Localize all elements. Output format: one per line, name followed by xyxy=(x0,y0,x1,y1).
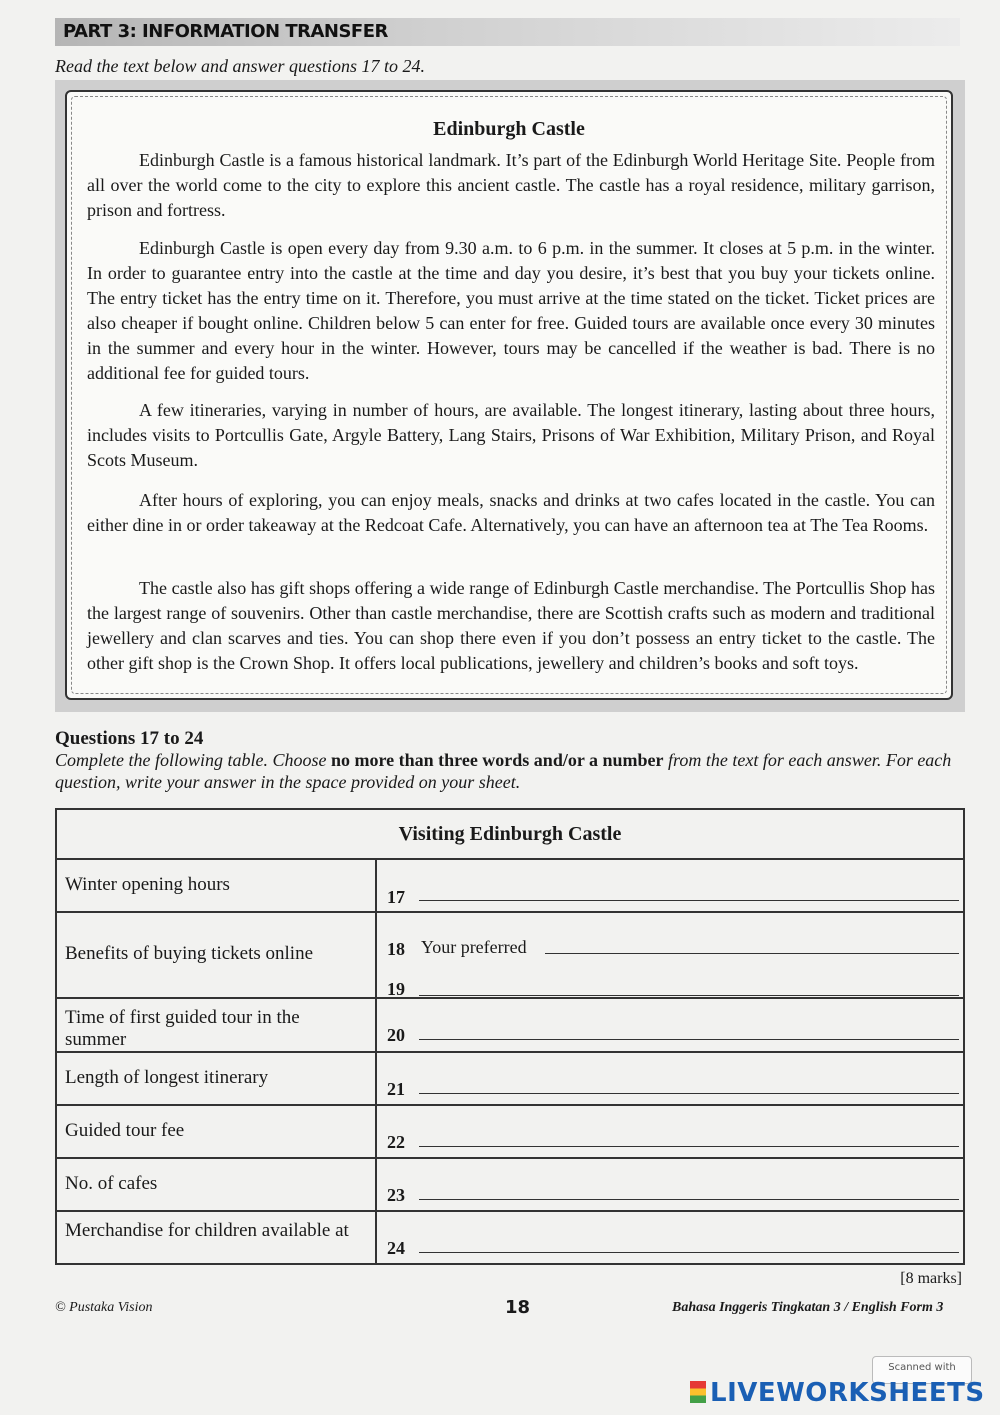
answer-line-20[interactable] xyxy=(419,1039,959,1040)
answer-line-22[interactable] xyxy=(419,1146,959,1147)
row-label: No. of cafes xyxy=(56,1158,376,1211)
passage-paragraph: After hours of exploring, you can enjoy meals, snacks and drinks at two cafes located in the castle. You can either dine in or order takeaway at the Redcoat Cafe. Alternatively, you can have an afternoon tea at The Tea Rooms. xyxy=(87,490,935,535)
total-marks: [8 marks] xyxy=(900,1270,962,1287)
row-label: Merchandise for children available at xyxy=(56,1211,376,1264)
answer-line-18[interactable] xyxy=(545,953,959,954)
liveworksheets-icon xyxy=(690,1381,706,1403)
passage-paragraph: Edinburgh Castle is open every day from 9.30 a.m. to 6 p.m. in the summer. It closes at 5 p.m. in the winter. In order to guarantee entry into the castle at the time and day you desire, it’s best that you buy your tickets online. The entry ticket has the entry time on it. Therefore, you must arrive at the time stated on the ticket. Ticket prices are also cheaper if bought online. Children below 5 can enter for free. Guided tours are available once every 30 minutes in the summer and every hour in the winter. However, tours may be cancelled if the weather is bad. There is no additional fee for guided tours. xyxy=(87,238,935,383)
table-title: Visiting Edinburgh Castle xyxy=(56,809,964,859)
answer-prefix: Your preferred xyxy=(421,937,527,957)
question-number: 17 xyxy=(387,887,405,907)
question-number: 21 xyxy=(387,1079,405,1099)
answer-cell xyxy=(376,912,964,998)
passage-paragraph: The castle also has gift shops offering a wide range of Edinburgh Castle merchandise. The Portcullis Shop has the largest range of souvenirs. Other than castle merchandise, there are Scottish crafts such as modern and traditional jewellery and clan scarves and ties. You can shop there even if you don’t possess an entry ticket to the castle. The other gift shop is the Crown Shop. It offers local publications, jewellery and children’s books and soft toys. xyxy=(87,578,935,673)
page-number: 18 xyxy=(505,1297,531,1318)
answer-line-19[interactable] xyxy=(419,995,959,996)
table-row xyxy=(56,998,964,1052)
publisher: © Pustaka Vision xyxy=(55,1300,153,1315)
answer-cell xyxy=(376,859,964,912)
passage-frame xyxy=(55,80,965,712)
questions-instruction: Complete the following table. Choose no more than three words and/or a number from the text for each answer. For each question, write your answer in the space provided on your sheet. xyxy=(55,750,952,792)
answer-cell xyxy=(376,1052,964,1105)
question-number: 23 xyxy=(387,1185,405,1205)
table-row xyxy=(56,1158,964,1211)
part-title-bar xyxy=(55,18,960,46)
table-row xyxy=(56,1052,964,1105)
reading-instruction: Read the text below and answer questions 17 to 24. xyxy=(55,56,425,76)
table-row xyxy=(56,912,964,998)
question-number: 24 xyxy=(387,1238,405,1258)
row-label: Length of longest itinerary xyxy=(56,1052,376,1105)
row-label: Guided tour fee xyxy=(56,1105,376,1158)
passage-title: Edinburgh Castle xyxy=(433,118,585,140)
question-number: 22 xyxy=(387,1132,405,1152)
answer-cell xyxy=(376,1105,964,1158)
passage-box xyxy=(65,90,953,700)
table-row xyxy=(56,859,964,912)
passage-paragraph: Edinburgh Castle is a famous historical landmark. It’s part of the Edinburgh World Heritage Site. People from all over the world come to the city to explore this ancient castle. The castle has a royal residence, military garrison, prison and fortress. xyxy=(87,150,935,220)
row-label: Winter opening hours xyxy=(56,859,376,912)
answer-line-23[interactable] xyxy=(419,1199,959,1200)
table-row xyxy=(56,1105,964,1158)
questions-heading: Questions 17 to 24 xyxy=(55,728,204,749)
answer-line-21[interactable] xyxy=(419,1093,959,1094)
row-label: Time of first guided tour in the summer xyxy=(56,998,376,1052)
answer-line-24[interactable] xyxy=(419,1252,959,1253)
book-title: Bahasa Inggeris Tingkatan 3 / English Form 3 xyxy=(672,1300,944,1315)
answer-cell xyxy=(376,998,964,1052)
row-label: Benefits of buying tickets online xyxy=(56,912,376,998)
scanned-with-badge: Scanned with xyxy=(872,1356,972,1384)
passage-paragraph: A few itineraries, varying in number of hours, are available. The longest itinerary, lasting about three hours, includes visits to Portcullis Gate, Argyle Battery, Lang Stairs, Prisons of War Exhibition, Military Prison, and Royal Scots Museum. xyxy=(87,400,935,470)
table-row xyxy=(56,1211,964,1264)
question-number: 20 xyxy=(387,1025,405,1045)
answer-table xyxy=(55,808,965,1265)
liveworksheets-logo: LIVEWORKSHEETS xyxy=(690,1378,985,1408)
answer-cell xyxy=(376,1158,964,1211)
question-number: 18 xyxy=(387,939,405,959)
answer-line-17[interactable] xyxy=(419,900,959,901)
part-title: PART 3: INFORMATION TRANSFER xyxy=(63,21,388,42)
answer-cell xyxy=(376,1211,964,1264)
question-number: 19 xyxy=(387,979,405,999)
